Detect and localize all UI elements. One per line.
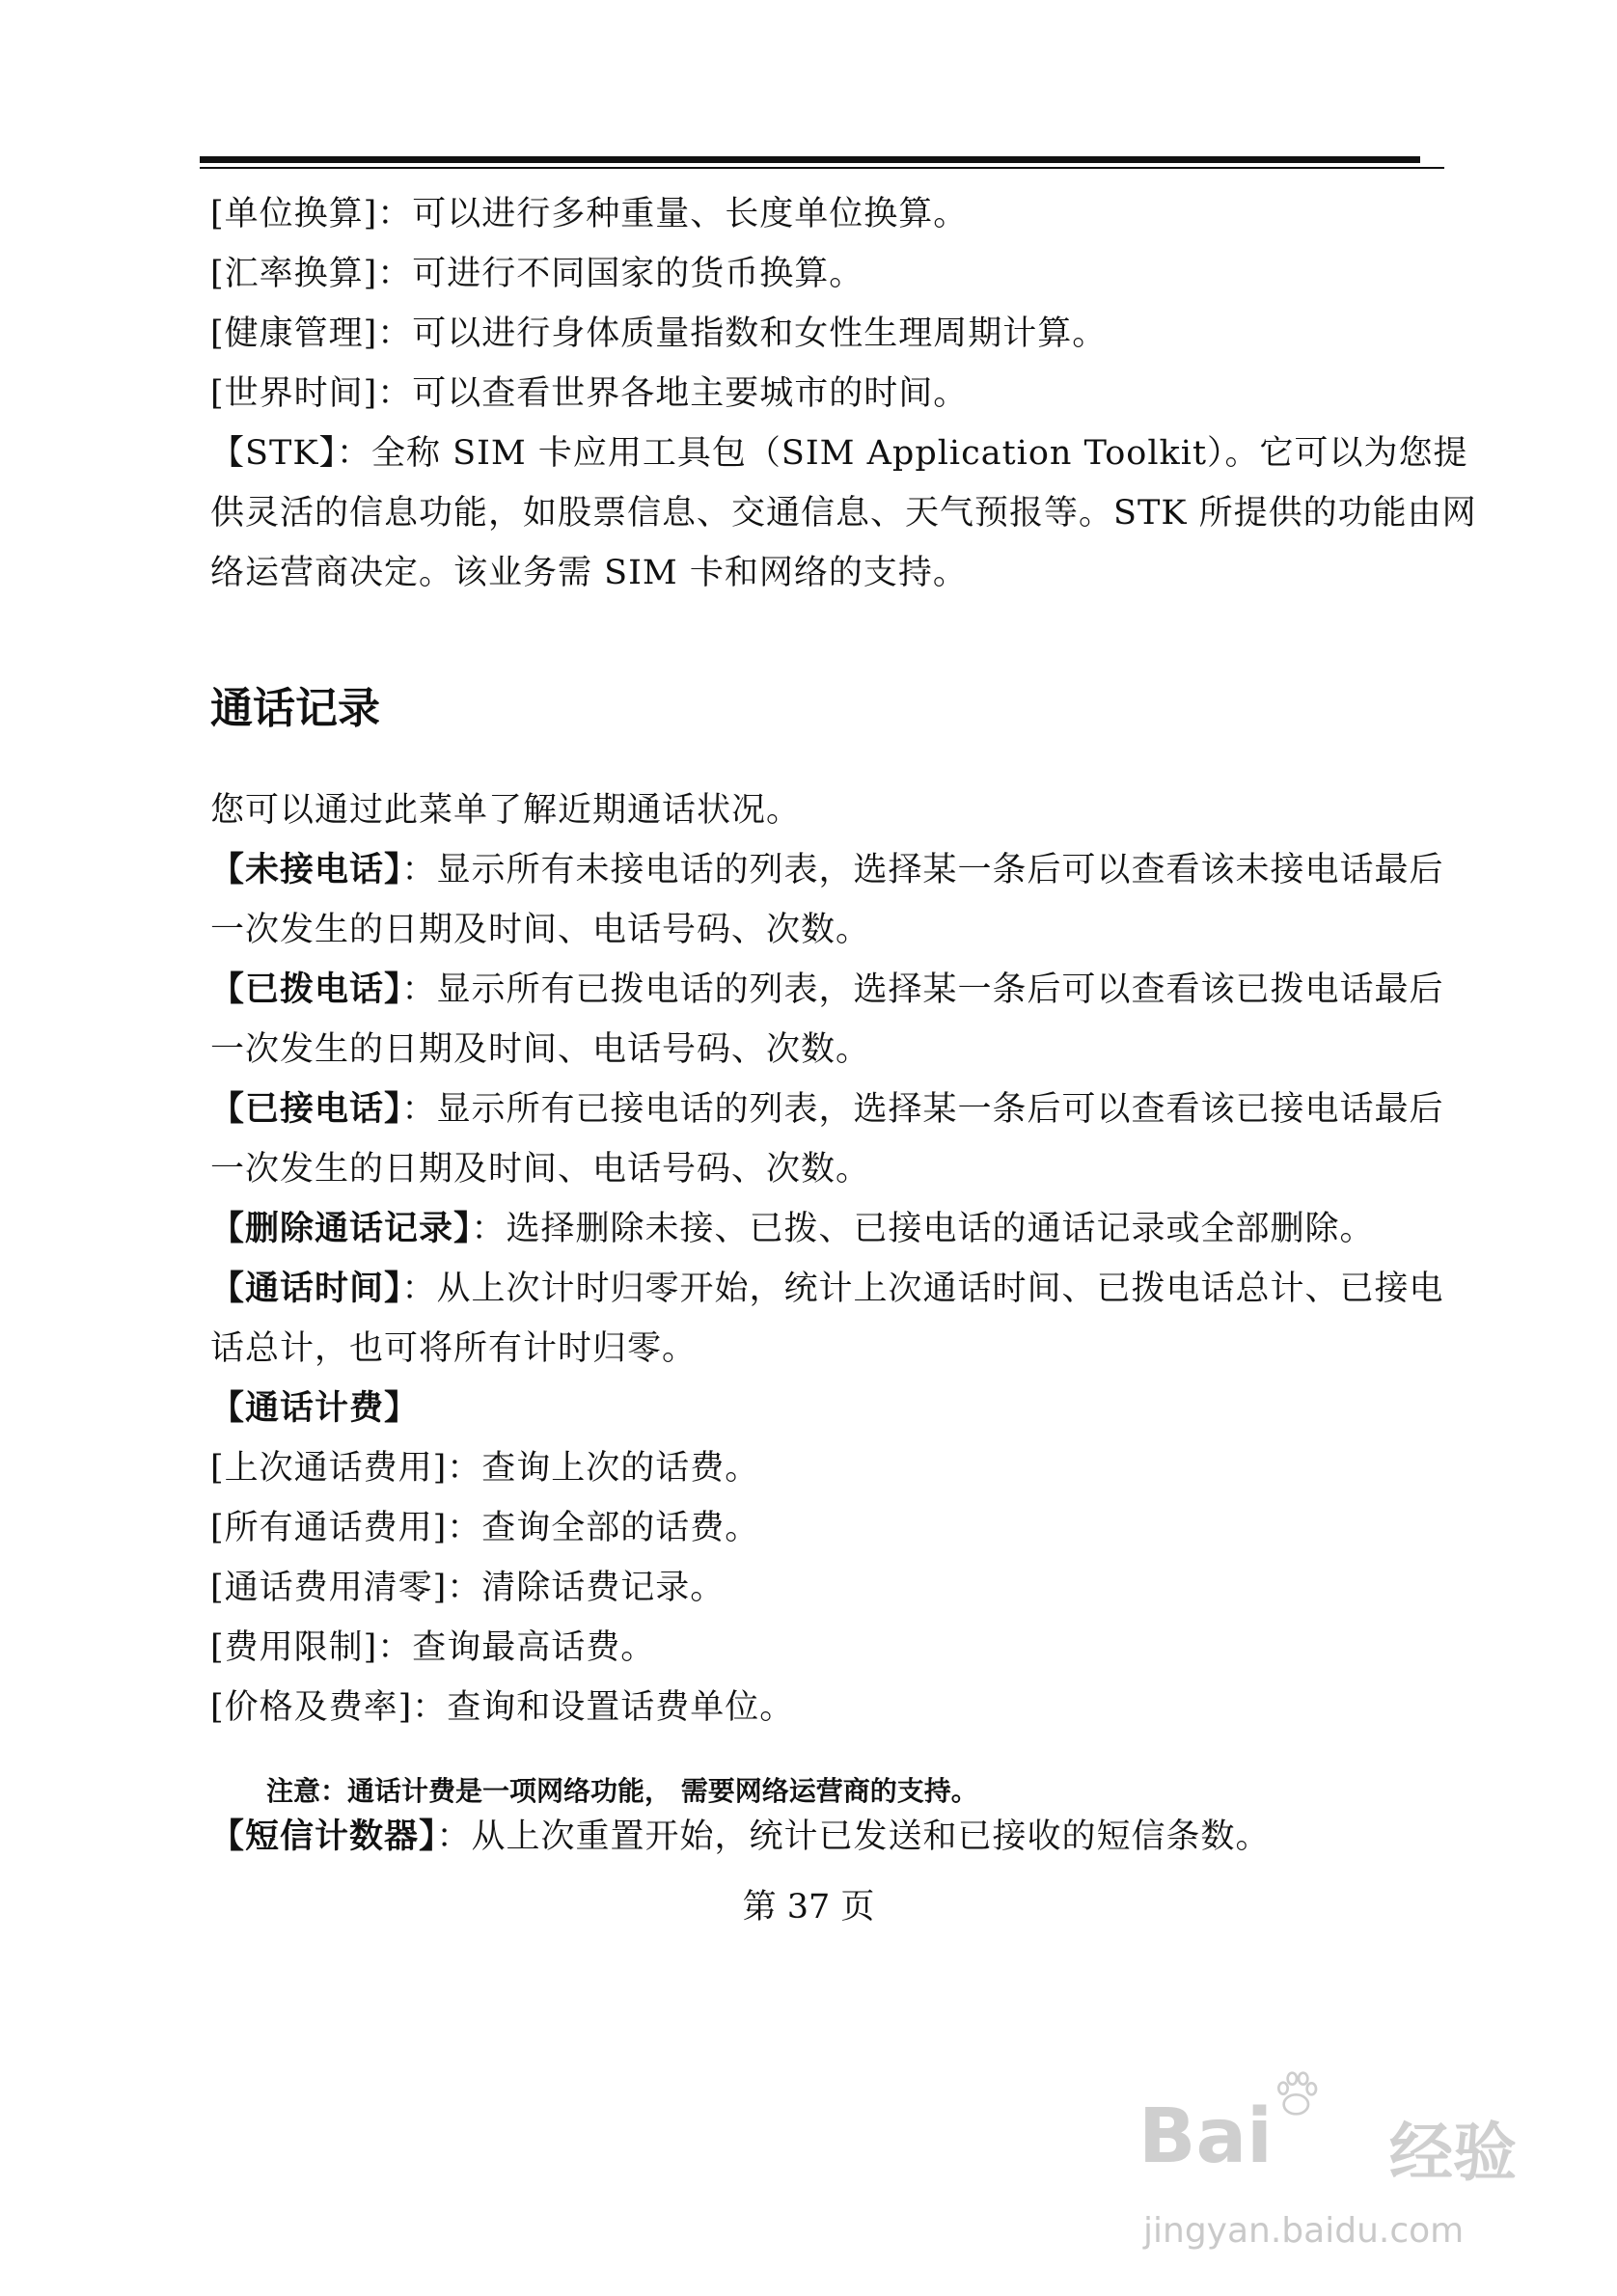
billing-title: 【通话计费】: [210, 1389, 420, 1428]
entry-text: ：从上次计时归零开始，统计上次通话时间、已拨电话总计、已接电: [401, 1270, 1444, 1308]
page-number: 第 37 页: [742, 1888, 875, 1927]
entry-text: ：显示所有已接电话的列表，选择某一条后可以查看该已接电话最后: [401, 1090, 1444, 1129]
header-rule-thick: [200, 156, 1420, 163]
entry-text: ：选择删除未接、已拨、已接电话的通话记录或全部删除。: [471, 1210, 1375, 1248]
stk-label: 【STK】: [210, 434, 337, 473]
baidu-watermark-paw-icon: [1274, 2034, 1409, 2169]
watermark-url: jingyan.baidu.com: [1143, 2211, 1465, 2251]
header-rule-thin: [200, 167, 1444, 169]
entry-text: ：显示所有已拨电话的列表，选择某一条后可以查看该已拨电话最后: [401, 970, 1444, 1009]
item-world-time: [世界时间]：可以查看世界各地主要城市的时间。: [210, 374, 969, 413]
entry-label: 【通话时间】: [210, 1270, 402, 1308]
stk-line-1: [210, 432, 1468, 475]
stk-text-1: ：全称 SIM 卡应用工具包（SIM Application Toolkit）。它可以为您提: [336, 434, 1468, 473]
entry-received-calls-cont: 一次发生的日期及时间、电话号码、次数。: [210, 1150, 871, 1189]
watermark-brand-suffix: 经验: [1389, 2116, 1517, 2190]
billing-note: 注意：通话计费是一项网络功能， 需要网络运营商的支持。: [266, 1775, 978, 1807]
item-health: [健康管理]：可以进行身体质量指数和女性生理周期计算。: [210, 314, 1108, 353]
entry-dialed-calls: [210, 969, 1444, 1011]
entry-text: ：从上次重置开始，统计已发送和已接收的短信条数。: [436, 1818, 1271, 1856]
billing-item: [价格及费率]：查询和设置话费单位。: [210, 1688, 795, 1727]
entry-text: ：显示所有未接电话的列表，选择某一条后可以查看该未接电话最后: [401, 851, 1444, 889]
billing-item: [上次通话费用]：查询上次的话费。: [210, 1449, 760, 1488]
billing-item: [通话费用清零]：清除话费记录。: [210, 1569, 726, 1607]
entry-missed-calls-cont: 一次发生的日期及时间、电话号码、次数。: [210, 911, 871, 949]
entry-label: 【已接电话】: [210, 1090, 402, 1129]
entry-received-calls: [210, 1088, 1444, 1131]
stk-line-3: 络运营商决定。该业务需 SIM 卡和网络的支持。: [210, 554, 968, 592]
entry-label: 【未接电话】: [210, 851, 402, 889]
billing-item: [费用限制]：查询最高话费。: [210, 1628, 656, 1667]
entry-delete-call-log: [210, 1208, 1375, 1250]
stk-line-2: 供灵活的信息功能，如股票信息、交通信息、天气预报等。STK 所提供的功能由网: [210, 494, 1477, 533]
item-unit-conversion: [单位换算]：可以进行多种重量、长度单位换算。: [210, 195, 969, 233]
watermark-brand: Bai: [1138, 2093, 1273, 2180]
item-exchange-rate: [汇率换算]：可进行不同国家的货币换算。: [210, 255, 864, 293]
entry-missed-calls: [210, 849, 1444, 891]
entry-label: 【删除通话记录】: [210, 1210, 472, 1248]
intro-sentence: 您可以通过此菜单了解近期通话状况。: [210, 791, 802, 830]
billing-item: [所有通话费用]：查询全部的话费。: [210, 1509, 760, 1547]
entry-label: 【短信计数器】: [210, 1818, 437, 1856]
entry-dialed-calls-cont: 一次发生的日期及时间、电话号码、次数。: [210, 1030, 871, 1069]
entry-sms-counter: [210, 1816, 1271, 1858]
entry-label: 【已拨电话】: [210, 970, 402, 1009]
section-title: 通话记录: [210, 684, 380, 733]
entry-call-time: [210, 1268, 1444, 1310]
entry-call-time-cont: 话总计，也可将所有计时归零。: [210, 1329, 698, 1368]
